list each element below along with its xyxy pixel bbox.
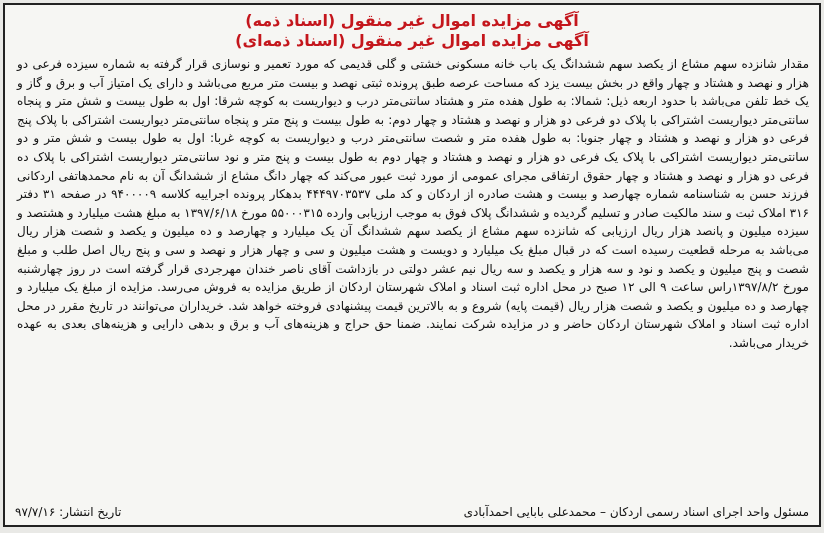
announcement-body: مقدار شانزده سهم مشاع از یکصد سهم ششدانگ یک باب خانه مسکونی خشتی و گلی قدیمی که مورد تعمیر و نوسازی قرار گرفته به شماره سیزده فرعی دو هزار و نهصد و هشتاد و چهار واقع در بخش بیست یزد که مساحت عرصه طبق پرونده ثبتی نهصد و بیست متر مربع می‌باشد و دارای یک امتیاز آب و برق و گاز و یک خط تلفن می‌باشد با حدود اربعه ذیل: شمالا: به طول هفده متر و هشتاد سانتی‌متر درب و دیواریست به کوچه شرقا: اول به طول بیست و شش متر و پنجاه سانتی‌متر دیواریست اشتراکی با پلاک دو فرعی دو هزار و نهصد و هشتاد و چهار دوم: به طول بیست و پنج متر و پنجاه سانتی‌متر دیواریست اشتراکی با پلاک پنج فرعی دو هزار و نهصد و هشتاد و چهار جنوبا: به طول هفده متر و شصت سانتی‌متر درب و دیواریست به کوچه غربا: اول به طول بیست و شش متر و دو سانتی‌متر دیواریست اشتراکی با پلاک یک فرعی دو هزار و نهصد و هشتاد و چهار دوم به طول بیست و پنج متر و نود سانتی‌متر دیواریست اشتراکی با پلاک ده فرعی دو هزار و نهصد و هشتاد و چهار حقوق ارتفاقی مجرای عمومی از مورد ثبت عبور می‌کند که چهار دانگ مشاع از ششدانگ آن به نام محمدهاتفی اردکانی فرزند حسن به شناسنامه شماره چهارصد و بیست و هشت صادره از اردکان و کد ملی ۴۴۴۹۷۰۳۵۳۷ بدهکار پرونده اجراییه کلاسه ۹۴۰۰۰۰۹ در صفحه ۳۱ دفتر ۳۱۶ املاک ثبت و سند مالکیت صادر و تسلیم گردیده و ششدانگ پلاک فوق به موجب ارزیابی وارده ۵۵۰۰۰۳۱۵ مورخ ۱۳۹۷/۶/۱۸ به مبلغ هشت میلیارد و هشتصد و سیزده میلیون و پانصد هزار ریال ارزیابی که شانزده سهم مشاع از یکصد سهم ششدانگ آن یک میلیارد و چهارصد و ده میلیون و یکصد و شصت هزار ریال می‌باشد به مرحله قطعیت رسیده است که در قبال مبلغ یک میلیارد و دویست و هشت میلیون و سی و چهار هزار و نهصد و سی و پنج ریال اصل طلب و مبلغ شصت و پنج میلیون و یکصد و نود و سه هزار و یکصد و سه ریال نیم عشر دولتی در بازداشت آقای ناصر خندان مهرجردی قرار گرفته است در روز چهارشنبه مورخ ۱۳۹۷/۸/۲راس ساعت ۹ الی ۱۲ صبح در محل اداره ثبت اسناد و املاک شهرستان اردکان از طریق مزایده به فروش می‌رسد. مزایده از مبلغ یک میلیارد و چهارصد و ده میلیون و یکصد و شصت هزار ریال (قیمت پایه) شروع و به بالاترین قیمت پیشنهادی فروخته خواهد شد. خریداران می‌توانند در تاریخ مقرر در محل اداره ثبت اسناد و املاک شهرستان اردکان حاضر و در مزایده شرکت نمایند. ضمنا حق حراج و هزینه‌های آب و برق و بدهی دارایی و هزینه‌های بعدی به عهده خریدار می‌باشد.: [17, 57, 810, 350]
announcement-footer: [15, 503, 809, 521]
publication-date: تاریخ انتشار: ۹۷/۷/۱۶: [15, 505, 122, 519]
signature-line: مسئول واحد اجرای اسناد رسمی اردکان – محمدعلی بابایی احمدآبادی: [463, 505, 809, 519]
announcement-page: [3, 3, 821, 527]
main-title: آگهی مزایده اموال غیر منقول (اسناد ذمه): [245, 11, 579, 30]
announcement-titles: [5, 5, 819, 51]
sub-title: آگهی مزایده اموال غیر منقول (اسناد ذمه‌ای): [235, 31, 589, 50]
